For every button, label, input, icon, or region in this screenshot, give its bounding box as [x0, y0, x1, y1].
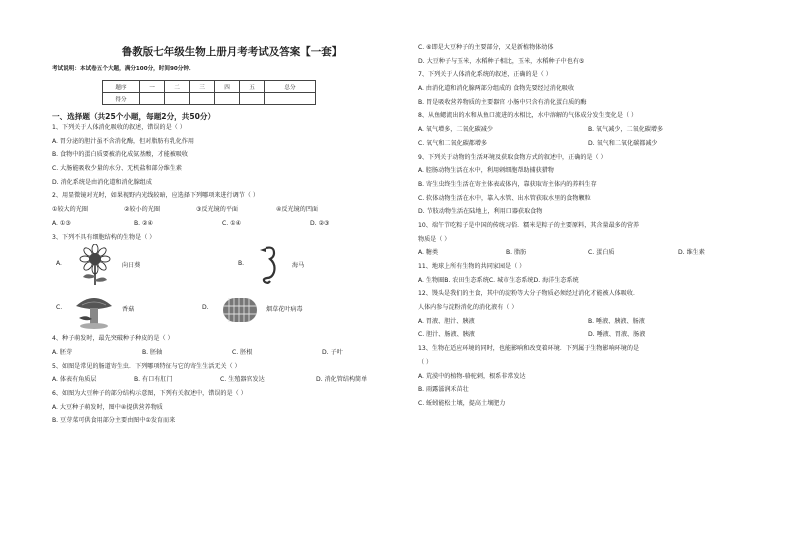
- option-line: C. 大肠能吸收少量的水分、无机盐和部分维生素: [52, 165, 183, 173]
- option: A. 糖类: [418, 249, 439, 257]
- question-1: 1、下列关于人体消化吸收的叙述，错误的是（ ）: [52, 124, 186, 131]
- section-heading: 一、选择题（共25个小题，每题2分，共50分）: [52, 112, 216, 121]
- option-line: D. 消化系统是由消化道和消化腺组成: [52, 178, 152, 186]
- option-line: B. 寄生虫终生生活在寄主体表或体内，靠获取寄主体内的养料生存: [418, 180, 597, 188]
- score-cell: 三: [190, 81, 215, 93]
- option-line: D. 大豆种子与玉米，水稻种子相比，玉米，水稻种子中也有⑤: [418, 57, 585, 65]
- q4-options-row: [52, 346, 412, 360]
- option-letter: A.: [56, 260, 62, 268]
- q12-options-row: [418, 315, 780, 329]
- option: A. 胃液、胆汁、胰液: [418, 317, 475, 325]
- option-text: 向日葵: [122, 262, 141, 270]
- option: D. 氧气和二氧化碳都减少: [588, 139, 658, 147]
- sunflower-picture: [74, 244, 116, 286]
- score-table-score-row: [103, 93, 316, 105]
- option-line: A. 由消化道和消化腺两部分组成的 食物先要经过消化吸收: [418, 85, 575, 93]
- score-cell: 五: [240, 81, 265, 93]
- option: B. 氧气减少，二氧化碳增多: [588, 126, 664, 134]
- question-3: 3、下列不具有细胞结构的生物是（ ）: [52, 233, 156, 241]
- exam-note: 考试说明：本试卷五个大题，满分100分，时间90分钟．: [52, 66, 195, 72]
- score-table: [102, 80, 316, 105]
- option-line: C. 蚯蚓能松土壤，提高土壤肥力: [418, 399, 506, 407]
- question-8: 8、从鱼鳃流出的水和从鱼口流进的水相比，水中溶解的气体成分发生变化是（ ）: [418, 112, 638, 120]
- question-5: 5、如图是常见的肠道寄生虫．下列哪项特征与它的寄生生活无关（ ）: [52, 362, 241, 370]
- option-letter: D.: [202, 304, 209, 312]
- score-input-cell[interactable]: [140, 93, 165, 105]
- option: C. 氧气和二氧化碳都增多: [418, 139, 488, 147]
- option: A. 氧气增多，二氧化碳减少: [418, 126, 493, 134]
- option-line: B. 食物中的蛋白质要被消化成氨基酸，才能被吸收: [52, 151, 189, 159]
- option-line: C. 软体动物生活在水中，靠入水管、出水管获取水里的食物颗粒: [418, 194, 591, 202]
- score-table-header-row: [103, 81, 316, 93]
- score-cell: 得分: [103, 93, 140, 105]
- option: C. 胚根: [232, 348, 253, 356]
- option: C. 蛋白质: [588, 249, 615, 257]
- option-letter: C.: [56, 304, 63, 312]
- question-11: 11、地球上所有生物的共同家园是（ ）: [418, 263, 526, 270]
- score-cell: 一: [140, 81, 165, 93]
- q5-options-row: [52, 373, 412, 387]
- question-10: 10、端午节吃粽子是中国的传统习俗．糯米是粽子的主要原料，其含量最多的营养: [418, 221, 640, 229]
- question-12: 12、馒头是我们的主食，其中的淀粉等大分子物质必须经过消化才能被人体吸收．: [418, 290, 640, 298]
- q3-picture-row-2: [52, 288, 412, 332]
- q8-options-row-2: [418, 137, 780, 151]
- option: B. ②④: [134, 219, 153, 227]
- q2-item: ③反光镜的平面: [196, 206, 239, 214]
- option: C. 胆汁、肠液、胰液: [418, 331, 475, 339]
- option-line: A. 生物圈B. 农田生态系统C. 城市生态系统D. 海洋生态系统: [418, 276, 579, 284]
- question-4: 4、种子萌发时，最先突破种子种皮的是（ ）: [52, 335, 174, 343]
- score-input-cell[interactable]: [265, 93, 316, 105]
- option: C. 生殖器官发达: [220, 376, 265, 384]
- option: C. ①④: [222, 219, 242, 227]
- q2-options-row: [52, 217, 412, 231]
- option-line: B. 豆芽菜可供食用部分主要由图中①发育而来: [52, 417, 176, 425]
- option: B. 胚轴: [142, 348, 163, 356]
- score-cell: 题序: [103, 81, 140, 93]
- option: D. ②③: [310, 219, 330, 227]
- option: D. 消化管结构简单: [316, 376, 368, 384]
- option: A. 胚芽: [52, 348, 73, 356]
- option: B. 唾液、胰液、肠液: [588, 317, 645, 325]
- option-letter: B.: [238, 260, 245, 268]
- spacer: [418, 0, 780, 41]
- score-input-cell[interactable]: [215, 93, 240, 105]
- q2-item: ①较大的光圈: [52, 206, 88, 214]
- option-line: A. 荒漠中的植物-骆驼刺，根系非常发达: [418, 372, 526, 380]
- option: A. ①③: [52, 219, 71, 227]
- option-line: A. 腔肠动物生活在水中，利用刺细胞帮助捕获猎物: [418, 167, 554, 175]
- option-line: B. 雨露滋润禾苗壮: [418, 386, 469, 394]
- option-line: D. 节肢动物生活在陆地上，利用口器获取食物: [418, 208, 543, 216]
- q8-options-row: [418, 123, 780, 137]
- question-7: 7、下列关于人体消化系统的叙述，正确的是（ ）: [418, 71, 552, 79]
- option: B. 有口有肛门: [134, 376, 173, 384]
- q2-items-row: [52, 203, 412, 217]
- seahorse-picture: [256, 244, 286, 286]
- right-column: [418, 0, 780, 411]
- q2-item: ④反光镜的凹面: [276, 206, 319, 214]
- option-text: 海马: [292, 262, 305, 270]
- question-10-cont: 物质是（ ）: [418, 235, 451, 243]
- q2-item: ②较小的光圈: [124, 206, 160, 214]
- option-text: 烟草花叶病毒: [266, 306, 303, 314]
- question-13-cont: （ ）: [418, 358, 433, 366]
- question-13: 13、生物在适应环境的同时，也能影响和改变着环境．下列属于生物影响环境的是: [418, 345, 640, 353]
- option: B. 脂肪: [506, 249, 527, 257]
- q12-options-row-2: [418, 328, 780, 342]
- mushroom-picture: [74, 288, 114, 330]
- score-input-cell[interactable]: [190, 93, 215, 105]
- score-cell: 二: [165, 81, 190, 93]
- question-9: 9、下列关于动物的生活环境及获取食物方式的叙述中，正确的是（ ）: [418, 153, 607, 161]
- option-line: A. 大豆种子萌发时，图中④提供营养物质: [52, 403, 163, 411]
- option-line: A. 胃分泌的胆汁虽不含消化酶，但对脂肪有乳化作用: [52, 137, 194, 145]
- q3-picture-row-1: [52, 244, 412, 288]
- score-input-cell[interactable]: [165, 93, 190, 105]
- q10-options-row: [418, 246, 780, 260]
- option: D. 维生素: [678, 249, 705, 257]
- option: D. 子叶: [322, 348, 343, 356]
- left-column: [52, 0, 412, 428]
- question-12-cont: 人体内参与淀粉消化的消化液有（ ）: [418, 304, 518, 312]
- score-cell: 总分: [265, 81, 316, 93]
- score-input-cell[interactable]: [240, 93, 265, 105]
- score-cell: 四: [215, 81, 240, 93]
- tobacco-mosaic-virus-picture: [220, 288, 260, 330]
- option-line: B. 胃是吸收营养物质的主要器官 小肠中只含有消化蛋白质的酶: [418, 98, 587, 106]
- option: A. 体表有角质层: [52, 376, 97, 384]
- option-text: 香菇: [122, 306, 135, 314]
- option-line: C. ⑥即是大豆种子的主要部分，又是新植物体幼体: [418, 44, 554, 51]
- option: D. 唾液、胃液、肠液: [588, 331, 646, 339]
- page-title: 鲁教版七年级生物上册月考考试及答案【一套】: [121, 46, 343, 58]
- question-6: 6、如图为大豆种子的部分结构示意图，下列有关叙述中，错误的是（ ）: [52, 389, 247, 397]
- question-2: 2、用显微镜对光时，如果视野内光线较暗，应选择下列哪项来进行调节（ ）: [52, 192, 259, 200]
